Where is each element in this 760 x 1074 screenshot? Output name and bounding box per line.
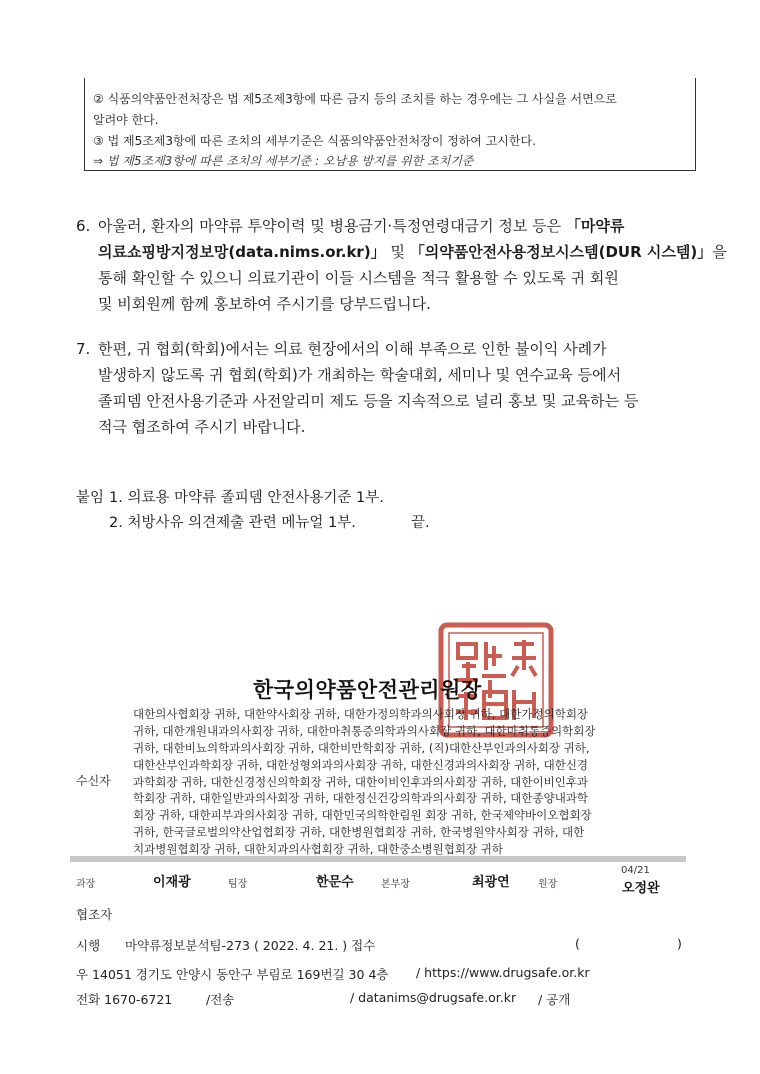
approval-role-division-head: 본부장 bbox=[381, 879, 410, 890]
website-link[interactable]: / https://www.drugsafe.or.kr bbox=[416, 965, 590, 980]
address: 우 14051 경기도 안양시 동안구 부림로 169번길 30 4층 bbox=[76, 967, 389, 982]
recipients-label: 수신자 bbox=[76, 774, 111, 788]
recipients-line: 치과병원협회장 귀하, 대한치과의사협회장 귀하, 대한중소병원협회장 귀하 bbox=[133, 842, 503, 856]
receipt-close: ) bbox=[677, 936, 682, 951]
attachment-2: 2. 처방사유 의견제출 관련 메뉴얼 1부. bbox=[109, 515, 356, 531]
item6-line-4: 및 비회원께 함께 홍보하여 주시기를 당부드립니다. bbox=[98, 295, 431, 313]
phone: 전화 1670-6721 bbox=[76, 992, 173, 1007]
section-divider bbox=[70, 856, 686, 862]
approval-name-division-head: 최광연 bbox=[472, 875, 510, 890]
law-line-3: ③ 법 제5조제3항에 따른 조치의 세부기준은 식품의약품안전처장이 정하여 고시한다. bbox=[93, 134, 536, 148]
recipients-line: 과학회장 귀하, 대한신경정신의학회장 귀하, 대한이비인후과의사회장 귀하, 대한이비인후과 bbox=[133, 775, 589, 789]
recipients-line: 회장 귀하, 대한피부과의사회장 귀하, 대한민국의학한림원 회장 귀하, 한국제약바이오협회장 bbox=[133, 808, 592, 822]
law-line-1: ② 식품의약품안전처장은 법 제5조제3항에 따른 금지 등의 조치를 하는 경우에는 그 사실을 서면으로 bbox=[93, 92, 617, 106]
approval-date: 04/21 bbox=[621, 865, 650, 876]
item6-line-1: 아울러, 환자의 마약류 투약이력 및 병용금기·특정연령대금기 정보 등은 「마약류 bbox=[98, 217, 625, 235]
email-link[interactable]: / datanims@drugsafe.or.kr bbox=[350, 990, 517, 1005]
recipients-line: 대한산부인과학회장 귀하, 대한성형외과의사회장 귀하, 대한신경과의사회장 귀하, 대한신경 bbox=[133, 758, 589, 772]
approval-role-president: 원장 bbox=[538, 879, 558, 890]
recipients-line: 학회장 귀하, 대한일반과의사회장 귀하, 대한정신건강의학과의사회장 귀하, 대한종양내과학 bbox=[133, 791, 589, 805]
item7-line-2: 발생하지 않도록 귀 협회(학회)가 개최하는 학술대회, 세미나 및 연수교육 등에서 bbox=[98, 366, 622, 384]
attachment-1: 1. 의료용 마약류 졸피뎀 안전사용기준 1부. bbox=[109, 490, 384, 506]
item6-line-2: 의료쇼핑방지정보망(data.nims.or.kr)」 및 「의약품안전사용정보시스템(DUR 시스템)」을 bbox=[98, 243, 727, 261]
item6-line-3: 통해 확인할 수 있으니 의료기관이 이들 시스템을 적극 활용할 수 있도록 귀 회원 bbox=[98, 269, 619, 287]
attachment-label: 붙임 bbox=[76, 490, 105, 506]
cooperator-label: 협조자 bbox=[76, 907, 113, 922]
disclosure-status: / 공개 bbox=[538, 992, 571, 1007]
approval-role-team-leader: 팀장 bbox=[228, 879, 248, 890]
item7-line-4: 적극 협조하여 주시기 바랍니다. bbox=[98, 418, 306, 436]
law-line-2: 알려야 한다. bbox=[93, 113, 159, 127]
approval-name-president: 오정완 bbox=[622, 881, 660, 896]
enforcement-label: 시행 bbox=[76, 938, 101, 953]
law-excerpt-box bbox=[84, 78, 696, 171]
recipients-line: 귀하, 한국글로벌의약산업협회장 귀하, 대한병원협회장 귀하, 한국병원약사회장 귀하, 대한 bbox=[133, 825, 585, 839]
recipients-line: 귀하, 대한비뇨의학과의사회장 귀하, 대한비만학회장 귀하, (직)대한산부인과의사회장 귀하, bbox=[133, 741, 590, 755]
law-criteria-note: ⇒ 법 제5조제3항에 따른 조치의 세부기준 : 오남용 방지를 위한 조치기준 bbox=[93, 154, 474, 168]
item7-line-1: 한편, 귀 협회(학회)에서는 의료 현장에서의 이해 부족으로 인한 불이익 사례가 bbox=[98, 340, 607, 358]
recipients-line: 귀하, 대한개원내과의사회장 귀하, 대한마취통증의학과의사회장 귀하, 대한마취통증의학회장 bbox=[133, 724, 596, 738]
end-mark: 끝. bbox=[411, 515, 430, 531]
item-number: 6. bbox=[76, 217, 91, 235]
approval-name-team-leader: 한문수 bbox=[316, 875, 354, 890]
item-number: 7. bbox=[76, 340, 91, 358]
recipients-line: 대한의사협회장 귀하, 대한약사회장 귀하, 대한가정의학과의사회장 귀하, 대한가정의학회장 bbox=[133, 707, 589, 721]
enforcement-number: 마약류정보분석팀-273 ( 2022. 4. 21. ) 접수 bbox=[125, 938, 376, 953]
item7-line-3: 졸피뎀 안전사용기준과 사전알리미 제도 등을 지속적으로 널리 홍보 및 교육하는 등 bbox=[98, 392, 639, 410]
sender-title: 한국의약품안전관리원장 bbox=[253, 678, 482, 702]
approval-name-section-chief: 이재광 bbox=[153, 875, 191, 890]
receipt-open: ( bbox=[575, 936, 580, 951]
approval-role-section-chief: 과장 bbox=[76, 879, 96, 890]
fax: /전송 bbox=[206, 992, 235, 1007]
